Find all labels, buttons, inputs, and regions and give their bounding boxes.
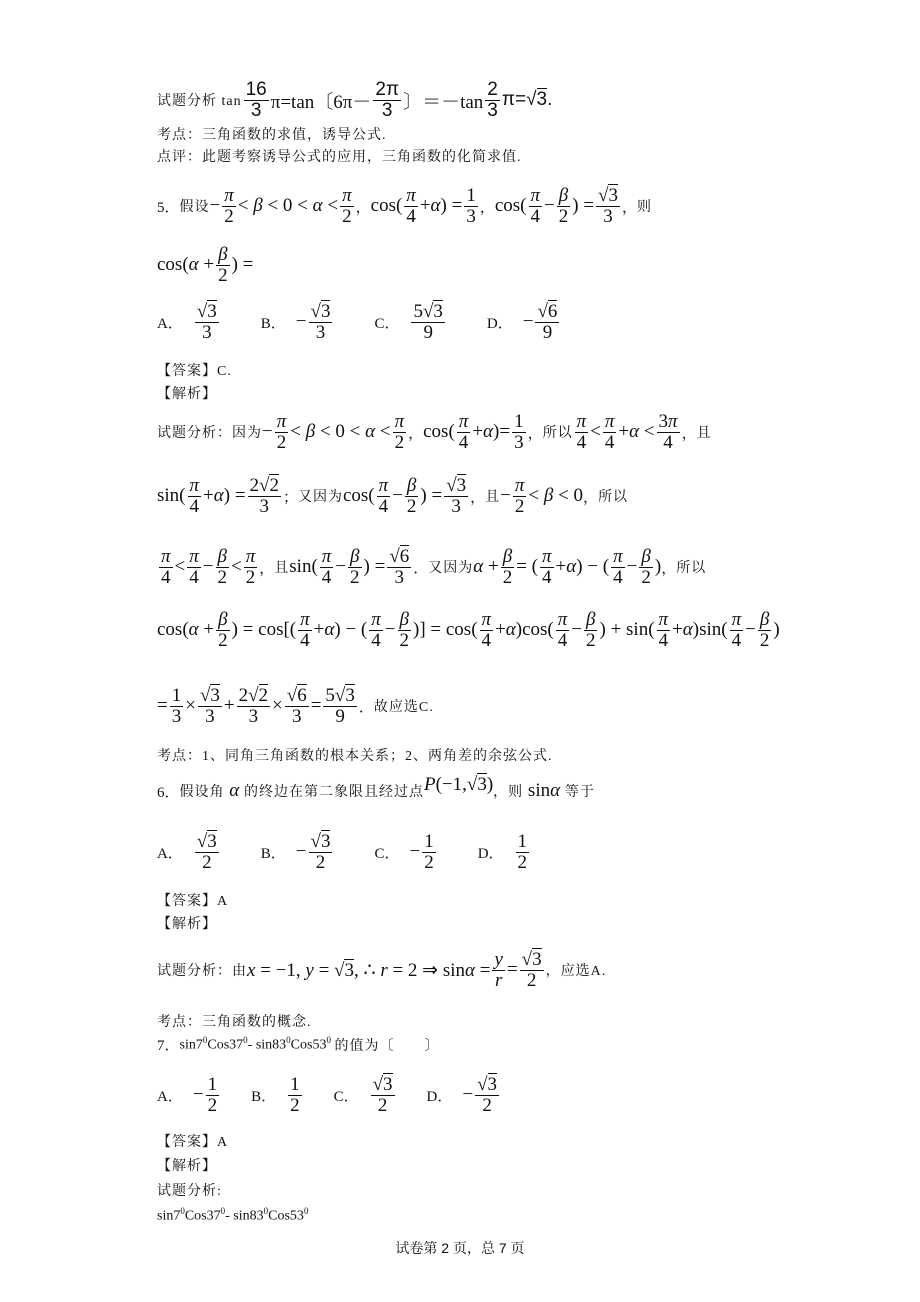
q6-option-a[interactable]: A． $\frac{√3}{2}$ [157, 831, 217, 873]
q7-number: 7． [157, 1038, 180, 1054]
q4-analysis: 试题分析 tan $\frac{16}{3}$ π=tan〔6π－ $\frac{2\pi}{3}$ 〕＝－tan $\frac{2}{3}$ π=√3. [157, 79, 553, 121]
q5-keypoint: 考点：1、同角三角函数的根本关系；2、两角差的余弦公式. [157, 749, 553, 764]
q7-stem: 7． $\sin 7^0Cos37^0-$ $\sin 83^0Cos53^0$ 的值为〔 〕 [157, 1035, 440, 1054]
q5-options [157, 302, 601, 343]
q5-answer: 【答案】C. [157, 364, 232, 379]
q4-keypoint: 考点：三角函数的求值，诱导公式. [157, 128, 387, 143]
q6-option-b[interactable]: B． − $\frac{√3}{2}$ [260, 831, 331, 873]
q5-option-a[interactable]: A． $\frac{√3}{3}$ [157, 301, 217, 343]
q5-stem: 5． 假设 − $\frac{\pi}{2}$ < β < 0 < α < $\frac{\pi}{2}$ ， cos( $\frac{\pi}{4}$ +α) = $\frac{1}{3}$ ， cos( $\frac{\pi}{4}$ − $\frac{\beta}{2}$ ) = $\frac{√3}{3}$ ， 则 [157, 185, 652, 227]
q7-analysis-title: 【解析】 [157, 1159, 217, 1174]
q6-answer: 【答案】A [157, 894, 229, 909]
q6-options [157, 832, 571, 873]
q7-option-c[interactable]: C． $\frac{√3}{2}$ [333, 1074, 393, 1116]
q5-analysis-line-4: cos(α + $\frac{\beta}{2}$ ) = cos[( $\frac{\pi}{4}$ +α) − ( $\frac{\pi}{4}$ − $\frac{\beta}{2}$ )] = cos( $\frac{\pi}{4}$ +α)cos( $\frac{\pi}{4}$ − $\frac{\beta}{2}$ ) + sin( $\frac{\pi}{4}$ +α)sin( $\frac{\pi}{4}$ − $\frac{\beta}{2}$ ) [157, 609, 780, 651]
q5-analysis-title: 【解析】 [157, 387, 217, 402]
q7-option-a[interactable]: A． − $\frac{1}{2}$ [157, 1074, 218, 1116]
q6-analysis-title: 【解析】 [157, 917, 217, 932]
q7-option-b[interactable]: B． $\frac{1}{2}$ [251, 1074, 300, 1116]
q7-options [157, 1075, 541, 1116]
q5-then: 则 [637, 200, 652, 216]
q5-stem-cont: cos(α + $\frac{\beta}{2}$ ) = [157, 244, 254, 286]
q6-option-c[interactable]: C． − $\frac{1}{2}$ [374, 831, 434, 873]
q6-number: 6． [157, 784, 180, 801]
q4-comment: 点评：此题考察诱导公式的应用，三角函数的化简求值. [157, 150, 522, 165]
page-footer: 试卷第 2 页，总 7 页 [395, 1240, 525, 1256]
q5-stem-prefix: 假设 [179, 200, 210, 216]
q5-analysis-line-5: = $\frac{1}{3}$ × $\frac{√3}{3}$ + $\frac{2√2}{3}$ × $\frac{√6}{3}$ = $\frac{5√3}{9}$ ． 故应选C. [157, 685, 434, 727]
q5-analysis-line-1: 试题分析：因为 − $\frac{\pi}{2}$ < β < 0 < α < $\frac{\pi}{2}$ ， cos( $\frac{\pi}{4}$ +α)= $\frac{1}{3}$ ， 所以 $\frac{\pi}{4}$ < $\frac{\pi}{4}$ +α < $\frac{3\pi}{4}$ ， 且 [157, 411, 712, 453]
q5-analysis-line-2: sin( $\frac{\pi}{4}$ +α) = $\frac{2√2}{3}$ ； 又因为 cos( $\frac{\pi}{4}$ − $\frac{\beta}{2}$ ) = $\frac{√3}{3}$ ， 且 − $\frac{\pi}{2}$ < β < 0 ， 所以 [157, 475, 629, 517]
q7-analysis-label: 试题分析: [157, 1184, 222, 1199]
q6-keypoint: 考点：三角函数的概念. [157, 1015, 312, 1030]
q4-analysis-prefix: 试题分析 tan [157, 94, 242, 110]
q6-option-d[interactable]: D． $\frac{1}{2}$ [477, 831, 528, 873]
q5-analysis-line-3: $\frac{\pi}{4}$ < $\frac{\pi}{4}$ − $\frac{\beta}{2}$ < $\frac{\pi}{2}$ ， 且 sin( $\frac{\pi}{4}$ − $\frac{\beta}{2}$ ) = $\frac{√6}{3}$ ． 又因为 α + $\frac{\beta}{2}$ = ( $\frac{\pi}{4}$ +α) − ( $\frac{\pi}{4}$ − $\frac{\beta}{2}$ ) ， 所以 [161, 546, 707, 588]
q7-answer: 【答案】A [157, 1135, 229, 1150]
q6-analysis: 试题分析：由 x = −1, y = √3, ∴ r = 2 ⇒ sinα = $\frac{y}{r}$ = $\frac{√3}{2}$ ，应选A. [157, 949, 607, 991]
q6-stem: 6． 假设角 α 的终边在第二象限且经过点 P(−1,√3) ，则 sinα 等于 [157, 774, 595, 801]
q7-option-d[interactable]: D． − $\frac{√3}{2}$ [426, 1074, 498, 1116]
q7-analysis-expr: $\sin 7^0Cos37^0-$ $\sin 83^0Cos53^0$ [157, 1206, 309, 1224]
q5-option-b[interactable]: B． − $\frac{√3}{3}$ [260, 301, 331, 343]
q5-number: 5． [157, 199, 180, 216]
q5-option-c[interactable]: C． $\frac{5√3}{9}$ [374, 301, 443, 343]
q5-option-d[interactable]: D． − $\frac{√6}{9}$ [486, 301, 558, 343]
